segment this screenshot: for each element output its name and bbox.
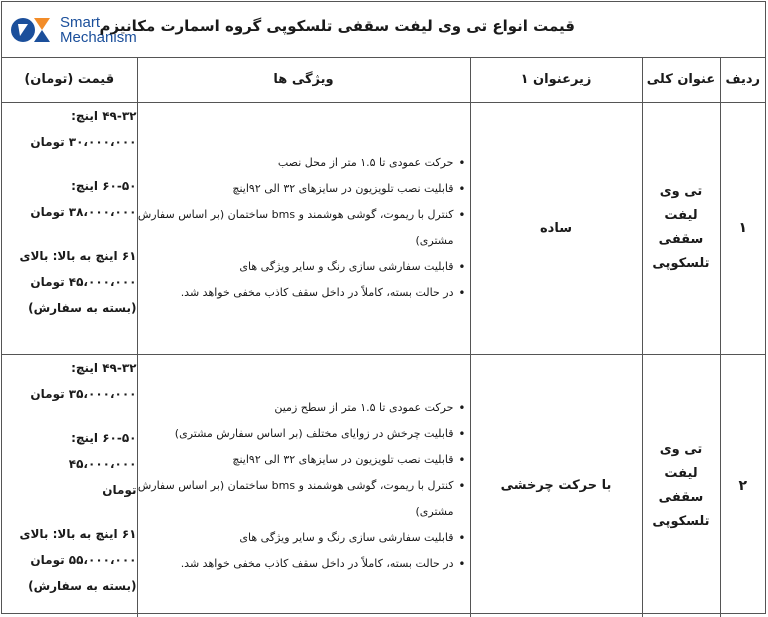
price-note: (بسته به سفارش) bbox=[28, 578, 137, 593]
page-title: قیمت انواع تی وی لیفت سقفی تلسکوپی گروه اسمارت مکانیزم bbox=[99, 17, 575, 35]
feature-list bbox=[138, 395, 470, 577]
price-size: ۴۹-۳۲ اینچ: bbox=[71, 108, 137, 123]
price-value: تومان bbox=[102, 482, 137, 497]
price-value: ۳۸،۰۰۰،۰۰۰ تومان bbox=[30, 204, 137, 219]
brand-line2: Mechanism bbox=[60, 29, 137, 46]
header-category: عنوان کلی bbox=[642, 58, 720, 102]
feature-list bbox=[138, 150, 470, 306]
price-block bbox=[2, 103, 137, 155]
row-prices bbox=[2, 354, 137, 617]
row-category: تی وی لیفت سقفی تلسکوپی bbox=[642, 102, 720, 354]
price-value: ۳۵،۰۰۰،۰۰۰ تومان bbox=[30, 386, 137, 401]
feature-item: • کنترل با ریموت، گوشی هوشمند و bms ساختمان (بر اساس سفارش مشتری) bbox=[138, 473, 454, 525]
feature-item: • کنترل با ریموت، گوشی هوشمند و bms ساختمان (بر اساس سفارش مشتری) bbox=[138, 202, 454, 254]
price-value: ۵۵،۰۰۰،۰۰۰ تومان bbox=[30, 552, 137, 567]
brand-line1: Smart bbox=[60, 14, 101, 31]
row-number: ۲ bbox=[720, 354, 765, 617]
price-table bbox=[2, 58, 765, 617]
header-price: قیمت (تومان) bbox=[2, 58, 137, 102]
header-subtitle: زیرعنوان ۱ bbox=[470, 58, 642, 102]
feature-item: • قابلیت نصب تلویزیون در سایزهای ۳۲ الی ۹۲اینچ bbox=[138, 447, 454, 473]
price-size: ۶۱ اینچ به بالا: بالای bbox=[19, 526, 137, 541]
feature-item: • قابلیت سفارشی سازی رنگ و سایر ویژگی های bbox=[138, 254, 454, 280]
feature-item: • حرکت عمودی تا ۱.۵ متر از سطح زمین bbox=[138, 395, 454, 421]
feature-item: • در حالت بسته، کاملاً در داخل سقف کاذب مخفی خواهد شد. bbox=[138, 551, 454, 577]
row-category: تی وی لیفت سقفی تلسکوپی bbox=[642, 354, 720, 617]
header-features: ویژگی ها bbox=[137, 58, 470, 102]
row-number: ۱ bbox=[720, 102, 765, 354]
header bbox=[2, 2, 765, 58]
price-value: ۳۰،۰۰۰،۰۰۰ تومان bbox=[30, 134, 137, 149]
price-block bbox=[2, 521, 137, 599]
header-row bbox=[2, 58, 765, 102]
price-size: ۶۰-۵۰ اینچ: bbox=[71, 178, 137, 193]
row-features bbox=[137, 102, 470, 354]
price-size: ۶۰-۵۰ اینچ: ۴۵،۰۰۰،۰۰۰ bbox=[68, 430, 137, 471]
price-block bbox=[2, 425, 137, 503]
price-size: ۶۱ اینچ به بالا: بالای bbox=[19, 248, 137, 263]
smart-mechanism-logo-icon bbox=[10, 14, 54, 46]
feature-item: • حرکت عمودی تا ۱.۵ متر از محل نصب bbox=[138, 150, 454, 176]
price-block bbox=[2, 355, 137, 407]
price-size: ۴۹-۳۲ اینچ: bbox=[71, 360, 137, 375]
price-value: ۴۵،۰۰۰،۰۰۰ تومان bbox=[30, 274, 137, 289]
feature-item: • در حالت بسته، کاملاً در داخل سقف کاذب مخفی خواهد شد. bbox=[138, 280, 454, 306]
table-row bbox=[2, 102, 765, 354]
price-note: (بسته به سفارش) bbox=[28, 300, 137, 315]
row-subtitle: با حرکت چرخشی bbox=[470, 354, 642, 617]
price-block bbox=[2, 243, 137, 321]
price-block bbox=[2, 173, 137, 225]
row-features bbox=[137, 354, 470, 617]
price-sheet bbox=[1, 1, 766, 614]
table-row bbox=[2, 354, 765, 617]
feature-item: • قابلیت سفارشی سازی رنگ و سایر ویژگی های bbox=[138, 525, 454, 551]
row-subtitle: ساده bbox=[470, 102, 642, 354]
feature-item: • قابلیت نصب تلویزیون در سایزهای ۳۲ الی ۹۲اینچ bbox=[138, 176, 454, 202]
header-row-number: ردیف bbox=[720, 58, 765, 102]
feature-item: • قابلیت چرخش در زوایای مختلف (بر اساس سفارش مشتری) bbox=[138, 421, 454, 447]
row-prices bbox=[2, 102, 137, 354]
